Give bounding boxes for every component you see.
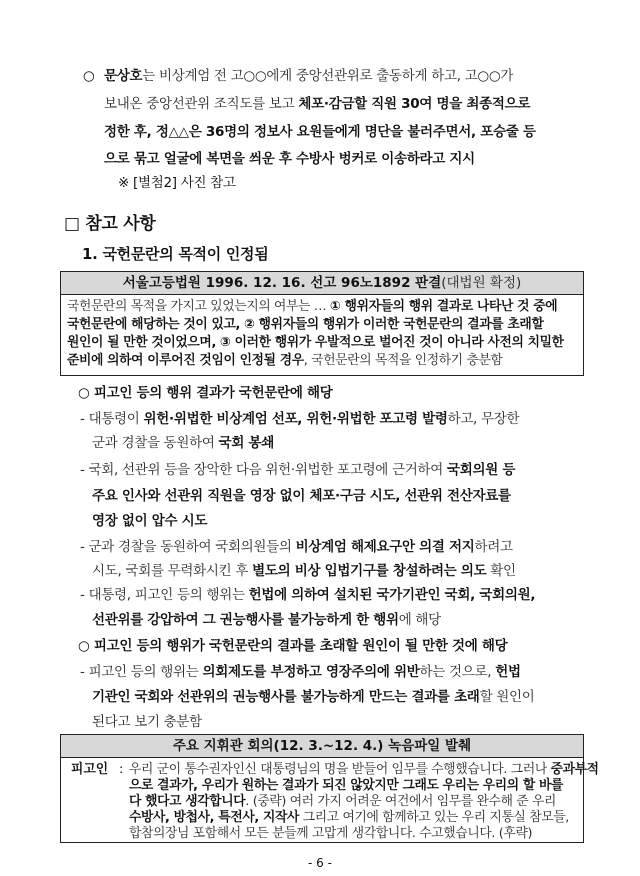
- text-run: 군과 경찰을 동원하여: [92, 435, 219, 451]
- text-run: 된다고 보기 충분함: [92, 714, 202, 730]
- text-run: 주요 인사와 선관위 직원을 영장 없이 체포·구금 시도, 선관위 전산자료를: [92, 488, 511, 504]
- page-number: - 6 -: [308, 856, 332, 870]
- text-run: ① 행위자들의 행위 결과로 나타난 것 중에: [329, 299, 558, 314]
- text-run: 정한 후, 정△△은 36명의 정보사 요원들에게 명단을 불러주면서, 포승줄 등: [104, 124, 536, 140]
- dash-5-line-2: [92, 688, 535, 707]
- text-run: 할 원인이: [479, 689, 535, 705]
- text-run: 에 해당: [398, 612, 441, 628]
- text-run: 는 비상계엄 전 고○○에게 중앙선관위로 출동하게 하고, 고○○가: [142, 68, 514, 84]
- text-run: 그리고 여기에 함께하고 있는 우리 지통실 참모들,: [299, 810, 569, 825]
- dash-4-line-2: [92, 611, 441, 630]
- text-run: 헌법: [495, 664, 521, 680]
- dash-4-line-1: [80, 586, 535, 605]
- dash-1-line-2: [92, 434, 274, 453]
- para1-line-4: [104, 150, 475, 169]
- para1-line-1: [104, 67, 513, 86]
- text-run: 체포·감금할 직원 30여 명을 최종적으로: [298, 96, 531, 112]
- text-run: - 대통령이: [80, 411, 144, 427]
- text-run: 의회제도를 부정하고 영장주의에 위반: [202, 664, 420, 680]
- text-run: 국헌문란에 해당하는 것이 있고, ② 행위자들의 행위가 이러한 국헌문란의 결과를 초래할: [67, 317, 544, 332]
- text-run: - 군과 경찰을 동원하여 국회의원들의: [80, 539, 296, 555]
- dash-2-line-3: [92, 512, 207, 531]
- text-run: 문상호: [104, 68, 143, 84]
- section-title: □ 참고 사항: [64, 214, 156, 234]
- judgment-line-3: [67, 334, 564, 352]
- dash-3-line-2: [92, 562, 516, 581]
- para1-note: ※ [별첨2] 사진 참고: [118, 175, 236, 191]
- dash-3-line-1: [80, 538, 513, 557]
- text-run: 보내온 중앙선관위 조직도를 보고: [104, 96, 299, 112]
- text-run: 선관위를 강압하여 그 권능행사를 불가능하게 한 행위: [92, 612, 399, 628]
- text-run: 국회의원 등: [447, 462, 516, 478]
- recording-line-5: [129, 825, 532, 843]
- recording-colon: :: [119, 762, 124, 777]
- text-run: , 국헌문란의 목적을 인정하기 충분함: [303, 353, 503, 368]
- dash-2-line-2: [92, 487, 511, 506]
- judgment-line-4: [67, 352, 503, 370]
- text-run: 국헌문란의 목적을 가지고 있었는지의 여부는 …: [67, 299, 330, 314]
- recording-box-title: 주요 지휘관 회의(12. 3.~12. 4.) 녹음파일 발췌: [61, 735, 583, 758]
- text-run: - 대통령, 피고인 등의 행위는: [80, 587, 249, 603]
- text-run: 수방사, 방첩사, 특전사, 지작사: [129, 810, 299, 825]
- bullet-1-heading: [78, 384, 332, 403]
- para1-line-2: [104, 95, 530, 114]
- text-run: 하려고: [474, 539, 513, 555]
- text-run: 위헌·위법한 비상계엄 선포, 위헌·위법한 포고령 발령: [143, 411, 448, 427]
- judgment-box-title: [61, 272, 583, 295]
- judgment-box: [60, 271, 584, 376]
- text-run: 하고, 무장한: [447, 411, 520, 427]
- subsection-title: 1. 국헌문란의 목적이 인정됨: [82, 245, 269, 263]
- text-run: 국회 봉쇄: [218, 435, 275, 451]
- text-run: - 피고인 등의 행위는: [80, 664, 203, 680]
- text-run: 원인이 될 만한 것이었으며, ③ 이러한 행위가 우발적으로 벌어진 것이 아니라 사전의 치밀한: [67, 335, 564, 350]
- text-run: - 국회, 선관위 등을 장악한 다음 위헌·위법한 포고령에 근거하여: [80, 462, 447, 478]
- recording-speaker: 피고인: [71, 762, 109, 777]
- text-run: 헌법에 의하여 설치된 국가기관인 국회, 국회의원,: [248, 587, 536, 603]
- bullet-2-heading: [78, 637, 507, 656]
- text-run: 비상계엄 해제요구안 의결 저지: [295, 539, 475, 555]
- judgment-line-1: [67, 298, 557, 316]
- text-run: 우리 군이 통수권자인신 대통령님의 명을 받들어 임무를 수행했습니다. 그러나: [129, 762, 551, 777]
- dash-1-line-1: [80, 410, 519, 429]
- dash-2-line-1: [80, 461, 515, 480]
- text-run: 합참의장님 포함해서 모든 분들께 고맙게 생각합니다. 수고했습니다. (후략): [129, 826, 533, 841]
- dash-5-line-1: [80, 663, 521, 682]
- text-run: 다 했다고 생각합니다: [129, 794, 246, 809]
- text-run: ○ 피고인 등의 행위 결과가 국헌문란에 해당: [78, 385, 333, 401]
- text-run: 서울고등법원 1996. 12. 16. 선고 96노1892 판결: [122, 275, 442, 291]
- text-run: 기관인 국회와 선관위의 권능행사를 불가능하게 만드는 결과를 초래: [92, 689, 480, 705]
- dash-5-line-3: [92, 713, 202, 732]
- text-run: (대법원 확정): [441, 275, 522, 291]
- text-run: ○ 피고인 등의 행위가 국헌문란의 결과를 초래할 원인이 될 만한 것에 해당: [78, 638, 508, 654]
- text-run: 영장 없이 압수 시도: [92, 513, 208, 529]
- text-run: 준비에 의하여 이루어진 것임이 인정될 경우: [67, 353, 304, 368]
- text-run: 중과부적: [550, 762, 599, 777]
- text-run: . (중략) 여러 가지 어려운 여건에서 임무를 완수해 준 우리: [245, 794, 557, 809]
- text-run: 으로 결과가, 우리가 원하는 결과가 되진 않았지만 그래도 우리는 우리의 할 바를: [129, 778, 564, 793]
- para1-line-3: [104, 123, 536, 142]
- para1-bullet: ○: [83, 68, 95, 84]
- text-run: 확인: [486, 563, 516, 579]
- text-run: 시도, 국회를 무력화시킨 후: [92, 563, 253, 579]
- text-run: 하는 것으로,: [419, 664, 496, 680]
- recording-box: [60, 734, 599, 843]
- judgment-line-2: [67, 316, 543, 334]
- text-run: 으로 묶고 얼굴에 복면을 씌운 후 수방사 벙커로 이송하라고 지시: [104, 151, 475, 167]
- text-run: 별도의 비상 입법기구를 창설하려는 의도: [252, 563, 487, 579]
